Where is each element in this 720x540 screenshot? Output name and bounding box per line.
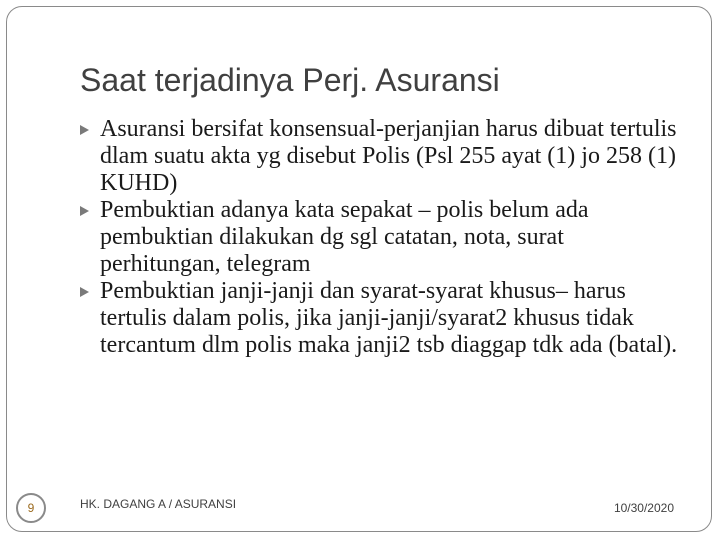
triangle-bullet-icon <box>80 206 89 216</box>
bullet-item <box>80 278 680 359</box>
footer-text: HK. DAGANG A / ASURANSI <box>80 497 237 511</box>
bullet-text: Pembuktian adanya kata sepakat – polis belum ada pembuktian dilakukan dg sgl catatan, nota, surat perhitungan, telegram <box>100 197 589 277</box>
page-number-badge <box>16 493 46 523</box>
page-number: 9 <box>27 501 35 515</box>
triangle-bullet-icon <box>80 287 89 297</box>
footer-date: 10/30/2020 <box>613 501 674 515</box>
slide-title: Saat terjadinya Perj. Asuransi <box>80 62 500 98</box>
triangle-bullet-icon <box>80 125 89 135</box>
bullet-text: Pembuktian janji-janji dan syarat-syarat khusus– harus tertulis dalam polis, jika janji-janji/syarat2 khusus tidak tercantum dlm polis maka janji2 tsb diaggap tdk ada (batal). <box>100 278 678 358</box>
bullet-item <box>80 197 680 278</box>
bullet-list <box>80 116 680 359</box>
bullet-item <box>80 116 680 197</box>
bullet-text: Asuransi bersifat konsensual-perjanjian harus dibuat tertulis dlam suatu akta yg disebut Polis (Psl 255 ayat (1) jo 258 (1) KUHD) <box>100 116 677 196</box>
